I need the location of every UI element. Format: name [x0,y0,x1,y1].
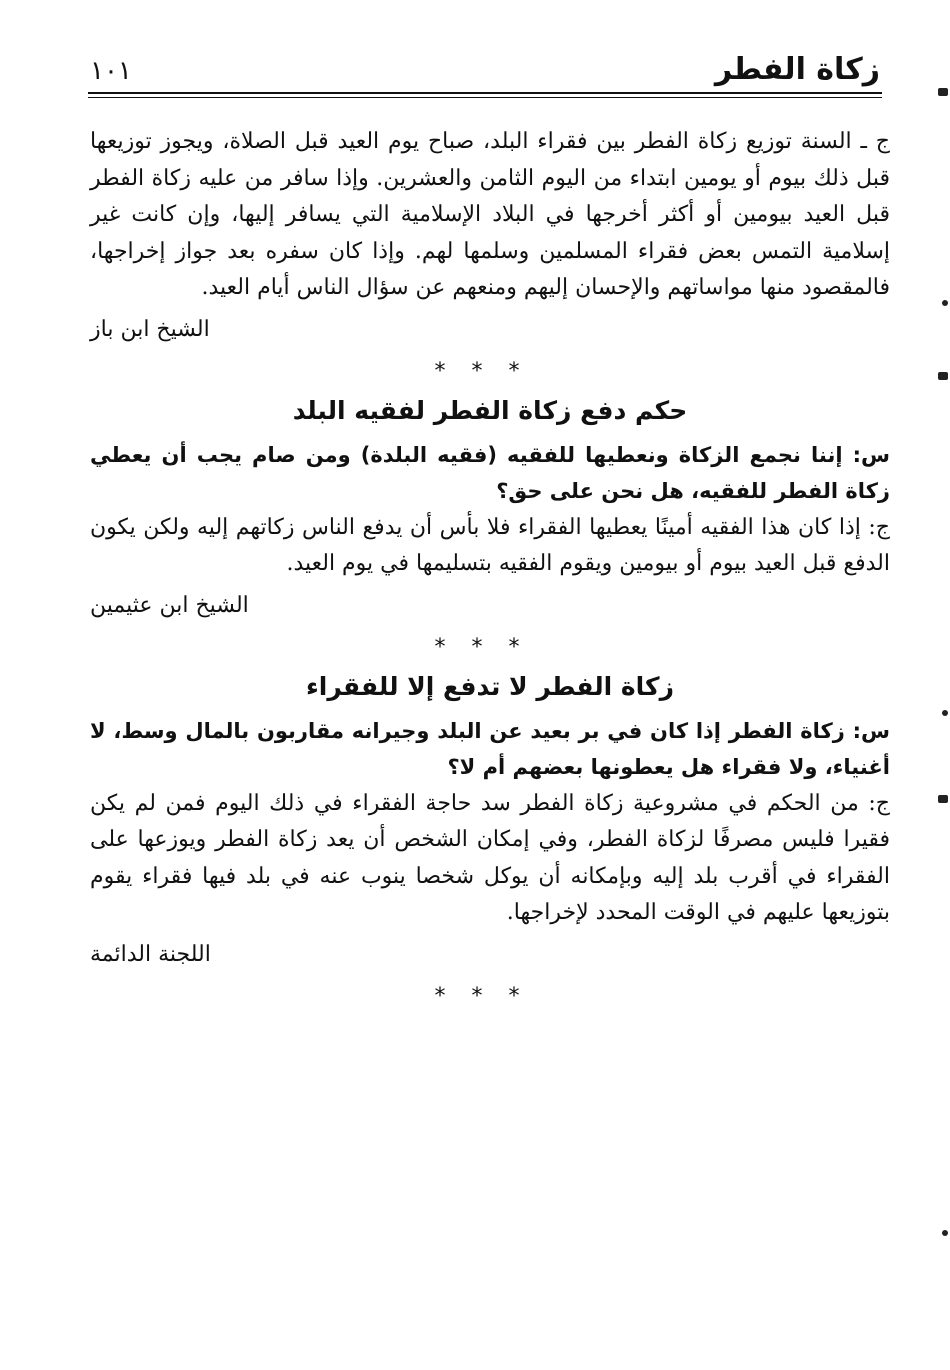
scan-edge-mark [938,372,948,380]
signature-permanent-committee: اللجنة الدائمة [90,941,211,967]
running-title: زكاة الفطر [714,52,880,87]
signature-ibn-baz: الشيخ ابن باز [90,316,210,342]
scan-edge-dot [942,1230,948,1236]
page-body [90,124,890,1016]
header-rule-thin [88,97,882,98]
section-divider-stars: *** [434,983,546,1009]
page-header [90,50,880,90]
page-number: ١٠١ [90,56,132,86]
header-rule-thick [88,92,882,94]
scan-edge-mark [938,795,948,803]
answer-paragraph-1: ج ـ السنة توزيع زكاة الفطر بين فقراء البلد، صباح يوم العيد قبل الصلاة، ويجوز توزيعها قبل ذلك بيوم أو يومين ابتداء من اليوم الثامن والعشرين. وإذا سافر من عليه زكاة الفطر قبل العيد بيومين أو أكثر أخرجها في البلاد الإسلامية التي يسافر إليها، وإن كانت غير إسلامية التمس بعض فقراء المسلمين وسلمها لهم. وإذا كان سفره بعد جواز إخراجها، فالمقصود منها مواساتهم والإحسان إليهم ومنعهم عن سؤال الناس أيام العيد. [90,129,890,300]
question-paragraph-2: س: إننا نجمع الزكاة ونعطيها للفقيه (فقيه البلدة) ومن صام يجب أن يعطي زكاة الفطر للفقيه، هل نحن على حق؟ [90,442,890,503]
section-divider-stars: *** [434,634,546,660]
section-heading-fuqara: زكاة الفطر لا تدفع إلا للفقراء [305,671,674,701]
answer-paragraph-2: ج: إذا كان هذا الفقيه أمينًا يعطيها الفقراء فلا بأس أن يدفع الناس زكاتهم إليه ولكن يكون الدفع قبل العيد بيوم أو بيومين ويقوم الفقيه بتسليمها في يوم العيد. [90,514,890,576]
answer-paragraph-3: ج: من الحكم في مشروعية زكاة الفطر سد حاجة الفقراء في ذلك اليوم فمن لم يكن فقيرا فليس مصرفًا لزكاة الفطر، وفي إمكان الشخص أن يعد زكاة الفطر ويوزعها على الفقراء في أقرب بلد إليه وبإمكانه أن يوكل شخصا ينوب عنه في بلد فيها فقراء يقوم بتوزيعها عليهم في الوقت المحدد لإخراجها. [90,790,890,925]
scan-edge-dot [942,300,948,306]
section-divider-stars: *** [434,358,546,384]
question-paragraph-3: س: زكاة الفطر إذا كان في بر بعيد عن البلد وجيرانه مقاربون بالمال وسط، لا أغنياء، ولا فقراء هل يعطونها بعضهم أم لا؟ [90,718,890,779]
scan-edge-mark [938,88,948,96]
section-heading-faqih: حكم دفع زكاة الفطر لفقيه البلد [292,395,688,425]
scan-edge-dot [942,710,948,716]
signature-ibn-uthaymin: الشيخ ابن عثيمين [90,592,249,618]
